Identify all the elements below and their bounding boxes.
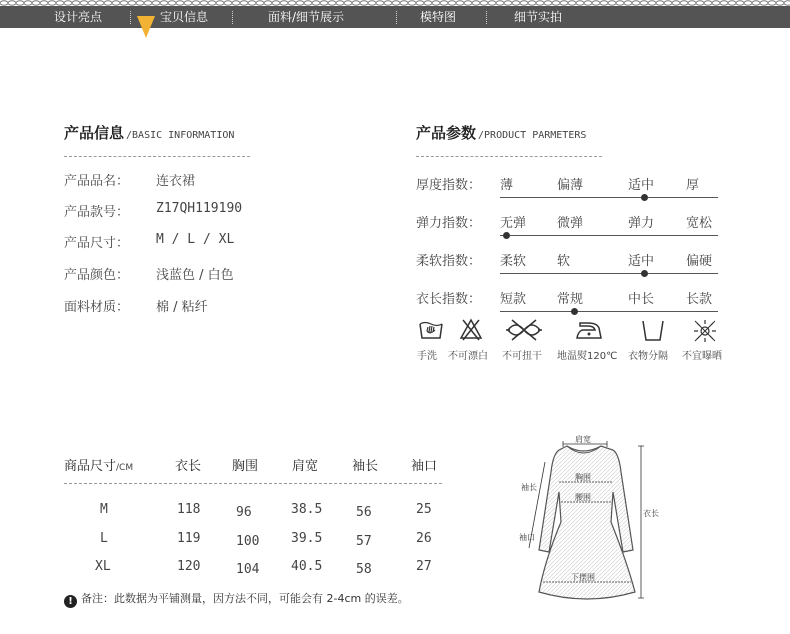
size-table-header-length: 衣长 xyxy=(175,459,202,474)
measurement-cell: 38.5 xyxy=(291,502,323,517)
product-color-label: 产品颜色： xyxy=(64,268,130,283)
care-label-wash-separately: 衣物分隔 xyxy=(628,351,668,362)
param-selected-dot xyxy=(641,270,648,277)
nav-item-product-info[interactable]: 宝贝信息 xyxy=(160,10,209,24)
note-text: 备注：此数据为平铺测量，因方法不同，可能会有 2-4cm 的误差。 xyxy=(81,592,409,605)
param-option: 长款 xyxy=(686,292,713,307)
product-code-value: Z17QH119190 xyxy=(156,201,243,216)
product-params-subtitle: /PRODUCT PARMETERS xyxy=(478,130,587,141)
dress-measurement-diagram xyxy=(515,432,665,604)
section-divider xyxy=(64,156,250,157)
nav-separator xyxy=(396,11,397,24)
care-label-no-wring: 不可扭干 xyxy=(502,351,542,362)
measurement-cell: 25 xyxy=(416,502,432,517)
product-info-subtitle: /BASIC INFORMATION xyxy=(126,130,235,141)
product-params-heading xyxy=(416,122,586,143)
param-label: 弹力指数： xyxy=(416,216,482,231)
param-option: 微弹 xyxy=(557,216,584,231)
product-info-title: 产品信息 xyxy=(64,124,125,142)
param-scale-line xyxy=(500,197,718,198)
nav-item-design-highlights[interactable]: 设计亮点 xyxy=(54,10,103,24)
nav-separator xyxy=(486,11,487,24)
size-header-text: 商品尺寸 xyxy=(64,459,117,474)
param-scale-line xyxy=(500,235,718,236)
measurement-cell: 27 xyxy=(416,559,432,574)
param-option: 弹力 xyxy=(628,216,655,231)
product-color-value: 浅蓝色 / 白色 xyxy=(156,268,234,283)
nav-separator xyxy=(232,11,233,24)
size-cell: XL xyxy=(95,559,111,574)
size-table-header-cuff: 袖口 xyxy=(411,459,438,474)
param-option: 常规 xyxy=(557,292,584,307)
param-option: 宽松 xyxy=(686,216,713,231)
product-size-label: 产品尺寸： xyxy=(64,236,130,251)
no-sun-dry-icon xyxy=(692,318,718,344)
param-scale-line xyxy=(500,273,718,274)
label-length: 衣长 xyxy=(643,509,659,518)
measurement-cell: 39.5 xyxy=(291,531,323,546)
product-info-heading xyxy=(64,122,234,143)
param-option: 适中 xyxy=(628,178,655,193)
label-shoulder: 肩宽 xyxy=(575,435,591,444)
param-option: 无弹 xyxy=(500,216,527,231)
nav-item-detail-photos[interactable]: 细节实拍 xyxy=(514,10,563,24)
product-params-title: 产品参数 xyxy=(416,124,477,142)
wash-separately-icon xyxy=(640,318,666,344)
low-iron-icon xyxy=(574,318,604,342)
size-header-unit: /CM xyxy=(116,463,134,473)
measurement-cell: 56 xyxy=(356,505,372,520)
param-selected-dot xyxy=(641,194,648,201)
nav-item-model-photos[interactable]: 模特图 xyxy=(420,10,457,24)
param-scale-line xyxy=(500,311,718,312)
section-divider xyxy=(416,156,602,157)
nav-separator xyxy=(130,11,131,24)
param-option: 短款 xyxy=(500,292,527,307)
measurement-note xyxy=(64,590,409,608)
hand-wash-icon xyxy=(418,318,444,342)
param-selected-dot xyxy=(571,308,578,315)
measurement-cell: 104 xyxy=(236,562,260,577)
param-option: 中长 xyxy=(628,292,655,307)
measurement-cell: 96 xyxy=(236,505,252,520)
product-name-value: 连衣裙 xyxy=(156,174,196,189)
param-option: 厚 xyxy=(686,178,700,193)
param-option: 柔软 xyxy=(500,254,527,269)
measurement-cell: 118 xyxy=(177,502,201,517)
label-waist: 腰围 xyxy=(575,493,591,502)
nav-item-fabric-details[interactable]: 面料/细节展示 xyxy=(268,10,345,24)
measurement-cell: 26 xyxy=(416,531,432,546)
param-option: 软 xyxy=(557,254,571,269)
measurement-cell: 40.5 xyxy=(291,559,323,574)
measurement-cell: 120 xyxy=(177,559,201,574)
exclamation-icon: ! xyxy=(64,595,77,608)
fabric-material-label: 面料材质： xyxy=(64,300,130,315)
table-divider xyxy=(64,483,442,484)
param-label: 衣长指数： xyxy=(416,292,482,307)
active-tab-indicator xyxy=(137,16,155,38)
measurement-cell: 119 xyxy=(177,531,201,546)
care-label-hand-wash: 手洗 xyxy=(417,351,437,362)
param-label: 厚度指数： xyxy=(416,178,482,193)
measurement-cell: 57 xyxy=(356,534,372,549)
param-option: 偏薄 xyxy=(557,178,584,193)
param-option: 薄 xyxy=(500,178,514,193)
care-label-low-iron: 地温熨120℃ xyxy=(557,351,618,362)
care-label-no-sun-dry: 不宜曝晒 xyxy=(682,351,722,362)
measurement-cell: 58 xyxy=(356,562,372,577)
product-size-value: M / L / XL xyxy=(156,232,235,247)
no-wring-icon xyxy=(504,318,544,342)
top-navigation-bar xyxy=(0,6,790,28)
label-sleeve: 袖长 xyxy=(521,483,537,492)
label-hem: 下摆围 xyxy=(571,573,595,582)
no-bleach-icon xyxy=(459,318,483,342)
product-code-label: 产品款号： xyxy=(64,205,130,220)
size-table-header-shoulder: 肩宽 xyxy=(292,459,319,474)
care-label-no-bleach: 不可漂白 xyxy=(448,351,488,362)
label-cuff: 袖口 xyxy=(519,533,535,542)
param-label: 柔软指数： xyxy=(416,254,482,269)
label-bust: 胸围 xyxy=(575,473,591,482)
param-option: 偏硬 xyxy=(686,254,713,269)
product-name-label: 产品品名： xyxy=(64,174,130,189)
fabric-material-value: 棉 / 粘纤 xyxy=(156,300,208,315)
measurement-cell: 100 xyxy=(236,534,260,549)
size-cell: M xyxy=(100,502,108,517)
size-table-header-size xyxy=(64,455,133,474)
size-cell: L xyxy=(100,531,108,546)
size-table-header-sleeve: 袖长 xyxy=(352,459,379,474)
param-option: 适中 xyxy=(628,254,655,269)
param-selected-dot xyxy=(503,232,510,239)
size-table-header-bust: 胸围 xyxy=(232,459,259,474)
